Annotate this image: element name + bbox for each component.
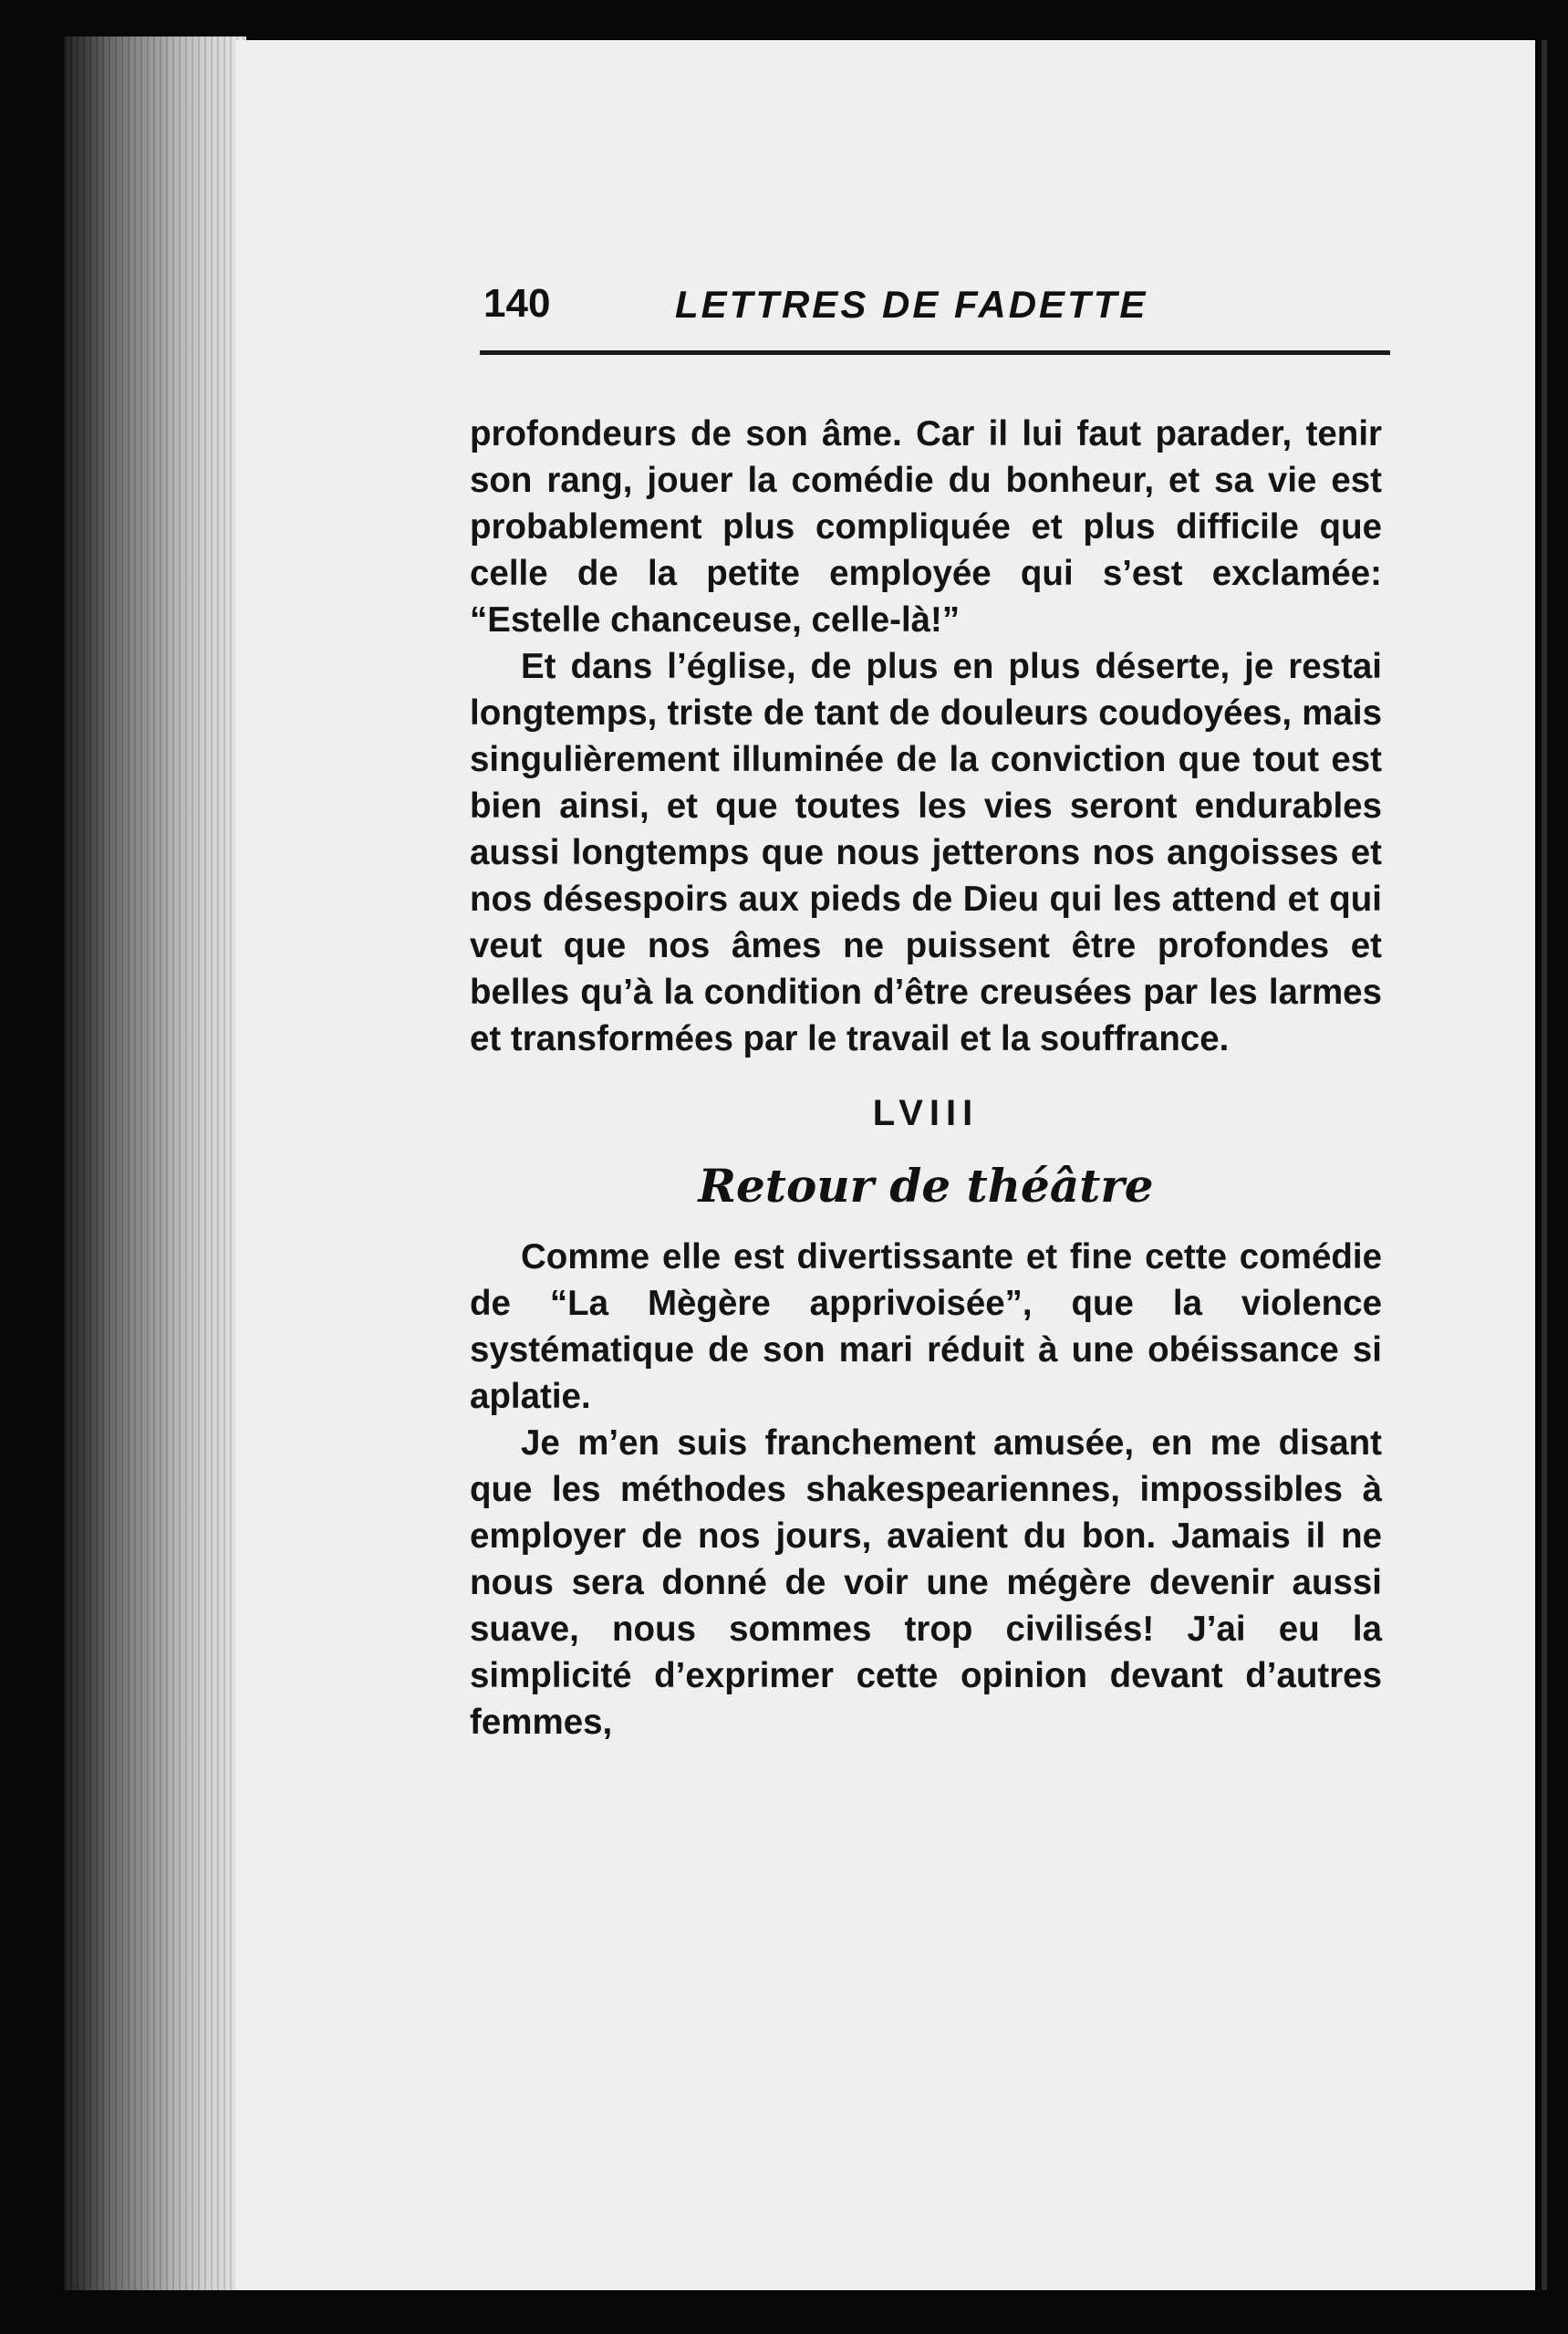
running-title: LETTRES DE FADETTE bbox=[675, 283, 1148, 326]
running-head bbox=[483, 281, 1386, 345]
section-title: Retour de théâtre bbox=[698, 1159, 1154, 1213]
paragraph: Je m’en suis franchement amusée, en me disant que les méthodes shakespeariennes, impossibles à employer de nos jours, avaient du bon. Jamais il ne nous sera donné de voir une mégère devenir aussi suave, nous sommes trop civilisés! J’ai eu la simplicité d’exprimer cette opinion devant d’autres femmes, bbox=[470, 1423, 1382, 1742]
paragraph: Et dans l’église, de plus en plus déserte, je restai longtemps, triste de tant de douleurs coudoyées, mais singulièrement illuminée de la conviction que tout est bien ainsi, et que toutes les vies seront endurables aussi longtemps que nous jetterons nos angoisses et nos désespoirs aux pieds de Dieu qui les attend et qui veut que nos âmes ne puissent être profondes et belles qu’à la condition d’être creusées par les larmes et transformées par le travail et la souffrance. bbox=[470, 647, 1382, 1058]
section-number: LVIII bbox=[872, 1093, 980, 1133]
header-rule bbox=[480, 350, 1390, 355]
page-body bbox=[470, 411, 1382, 1745]
paragraph: profondeurs de son âme. Car il lui faut parader, tenir son rang, jouer la comédie du bonheur, et sa vie est probablement plus compliquée et plus difficile que celle de la petite employée qui s’est exclamée: “Estelle chanceuse, celle-là!” bbox=[470, 414, 1382, 640]
page-number: 140 bbox=[483, 281, 551, 326]
binding-texture bbox=[64, 36, 246, 2290]
paragraph: Comme elle est divertissante et fine cette comédie de “La Mègère apprivoisée”, que la violence systématique de son mari réduit à une obéissance si aplatie. bbox=[470, 1237, 1382, 1416]
page-edge bbox=[1542, 40, 1547, 2290]
